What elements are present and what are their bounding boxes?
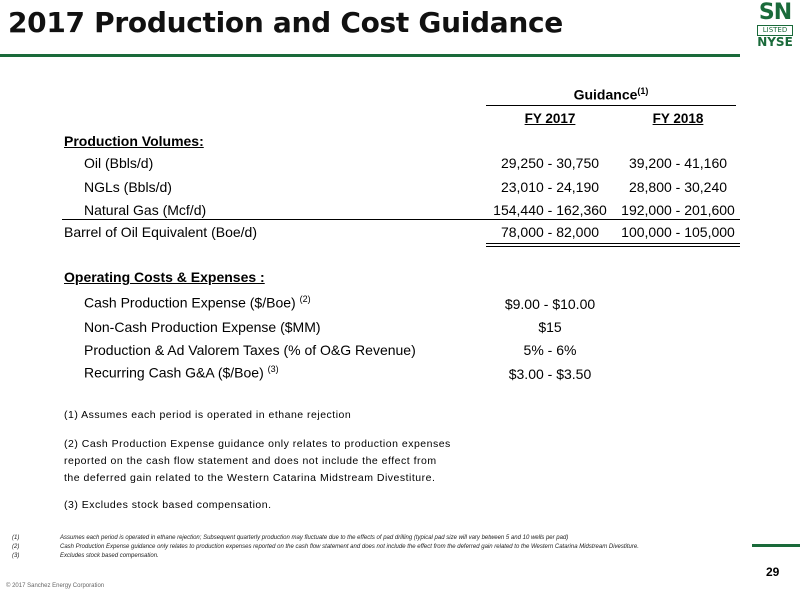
footnote-3-number: (3) xyxy=(12,553,20,559)
logo-ticker: SN xyxy=(758,0,792,25)
footnote-1-number: (1) xyxy=(12,535,20,541)
row-label-boe: Barrel of Oil Equivalent (Boe/d) xyxy=(64,224,257,240)
row-label-production-taxes: Production & Ad Valorem Taxes (% of O&G Revenue) xyxy=(84,342,416,358)
row-label-ngls: NGLs (Bbls/d) xyxy=(84,179,172,195)
boe-double-rule-1 xyxy=(486,243,740,244)
note-2-line-3: the deferred gain related to the Western Catarina Midstream Divestiture. xyxy=(64,472,436,484)
row-ngls-fy2017: 23,010 - 24,190 xyxy=(500,179,600,195)
cash-production-expense-label: Cash Production Expense ($/Boe) xyxy=(84,294,296,311)
footnote-3 xyxy=(12,553,752,559)
guidance-header-note: (1) xyxy=(637,86,649,96)
guidance-header xyxy=(486,86,736,103)
row-natural-gas-fy2018: 192,000 - 201,600 xyxy=(621,202,735,218)
row-label-cash-production-expense xyxy=(84,294,311,311)
row-cash-production-expense-fy2017: $9.00 - $10.00 xyxy=(504,296,596,312)
note-2-line-1: (2) Cash Production Expense guidance only relates to production expenses xyxy=(64,438,451,450)
logo-listed: LISTED xyxy=(757,25,793,36)
row-recurring-cash-ga-fy2017: $3.00 - $3.50 xyxy=(508,366,592,382)
row-boe-fy2018: 100,000 - 105,000 xyxy=(621,224,735,240)
guidance-rule xyxy=(486,105,736,106)
company-logo xyxy=(752,2,798,52)
guidance-header-label: Guidance xyxy=(573,86,638,103)
row-oil-fy2018: 39,200 - 41,160 xyxy=(628,155,728,171)
row-label-oil: Oil (Bbls/d) xyxy=(84,155,154,171)
note-2-line-2: reported on the cash flow statement and does not include the effect from xyxy=(64,455,437,467)
column-header-fy2018: FY 2018 xyxy=(652,111,704,126)
footnote-1-text: Assumes each period is operated in ethane rejection; Subsequent quarterly production may fluctuate due to the effects of pad drilling (typical pad size will vary between 5 and 10 wells per pad) xyxy=(60,535,569,541)
footnote-1 xyxy=(12,535,752,541)
cash-production-expense-note: (2) xyxy=(299,294,311,304)
footer-accent-rule xyxy=(752,544,800,547)
footnote-2-number: (2) xyxy=(12,544,20,550)
column-header-fy2017: FY 2017 xyxy=(524,111,576,126)
page-title: 2017 Production and Cost Guidance xyxy=(8,6,563,39)
note-1: (1) Assumes each period is operated in ethane rejection xyxy=(64,409,352,421)
copyright: © 2017 Sanchez Energy Corporation xyxy=(6,583,105,589)
row-label-natural-gas: Natural Gas (Mcf/d) xyxy=(84,202,207,218)
footnote-2-text: Cash Production Expense guidance only relates to production expenses reported on the cash flow statement and does not include the effect from the deferred gain related to the Western Catarina Midstream Divestiture. xyxy=(60,544,639,550)
recurring-cash-ga-label: Recurring Cash G&A ($/Boe) xyxy=(84,364,264,381)
logo-exchange: NYSE xyxy=(757,35,793,49)
boe-top-rule xyxy=(62,219,740,220)
production-volumes-heading: Production Volumes: xyxy=(64,133,204,149)
row-oil-fy2017: 29,250 - 30,750 xyxy=(500,155,600,171)
row-label-non-cash-production-expense: Non-Cash Production Expense ($MM) xyxy=(84,319,321,335)
row-boe-fy2017: 78,000 - 82,000 xyxy=(500,224,600,240)
footnote-3-text: Excludes stock based compensation. xyxy=(60,553,159,559)
boe-double-rule-2 xyxy=(486,246,740,247)
row-label-recurring-cash-ga xyxy=(84,364,279,381)
row-non-cash-production-expense-fy2017: $15 xyxy=(538,319,562,335)
title-underline xyxy=(0,54,740,57)
row-ngls-fy2018: 28,800 - 30,240 xyxy=(628,179,728,195)
note-3: (3) Excludes stock based compensation. xyxy=(64,499,272,511)
row-production-taxes-fy2017: 5% - 6% xyxy=(523,342,577,358)
recurring-cash-ga-note: (3) xyxy=(267,364,279,374)
operating-costs-heading: Operating Costs & Expenses : xyxy=(64,269,265,285)
row-natural-gas-fy2017: 154,440 - 162,360 xyxy=(493,202,607,218)
page-number: 29 xyxy=(766,565,780,579)
footnote-2 xyxy=(12,544,752,550)
